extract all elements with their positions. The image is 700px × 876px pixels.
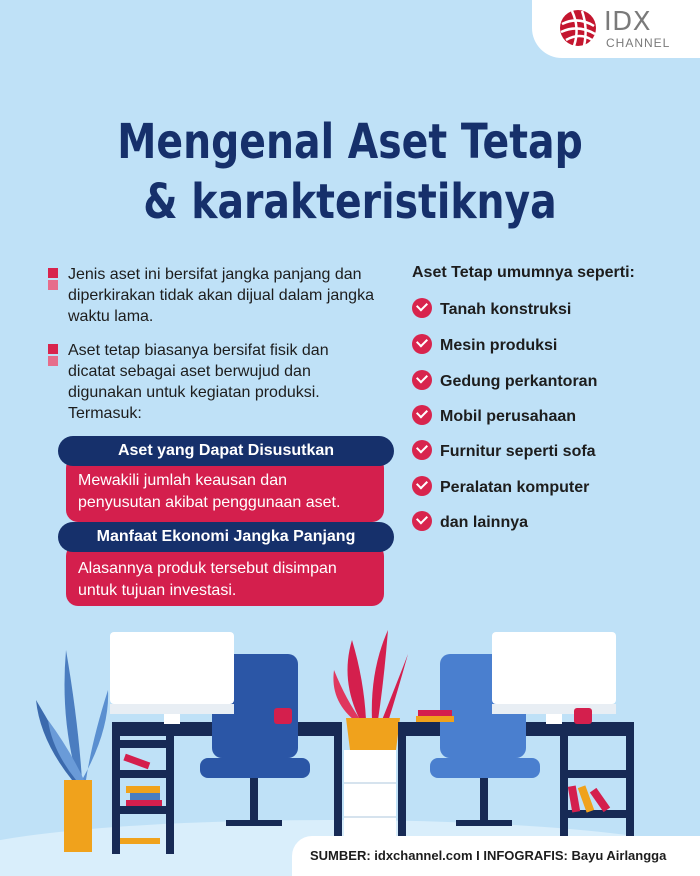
bullet-square-icon [48, 356, 58, 366]
check-circle-icon [412, 511, 432, 531]
mug-icon [274, 708, 292, 724]
check-circle-icon [412, 370, 432, 390]
bullet-square-icon [48, 268, 58, 278]
mug-icon [574, 708, 592, 724]
check-circle-icon [412, 440, 432, 460]
asset-item-label: Peralatan komputer [440, 479, 590, 496]
monitor-right-icon [492, 632, 616, 724]
page-title [63, 112, 637, 232]
bullet-square-icon [48, 280, 58, 290]
title-line-1: Mengenal Aset Tetap [117, 114, 583, 170]
asset-item [412, 405, 576, 429]
asset-item-label: Mesin produksi [440, 337, 558, 354]
logo-sub: CHANNEL [606, 36, 671, 50]
section-2-label: Manfaat Ekonomi Jangka Panjang [58, 522, 394, 552]
books-icon [418, 710, 452, 716]
asset-item [412, 334, 557, 358]
asset-item [412, 298, 571, 322]
paragraph-1 [48, 264, 378, 327]
asset-item [412, 440, 596, 464]
section-2-box [66, 544, 384, 606]
plant-left-icon [36, 650, 108, 852]
globe-icon [558, 8, 598, 48]
asset-item-label: dan lainnya [440, 514, 529, 531]
asset-item [412, 370, 597, 394]
logo-brand: IDX [604, 7, 651, 37]
idx-channel-logo [532, 0, 700, 58]
monitor-left-icon [110, 632, 234, 724]
bullet-square-icon [48, 344, 58, 354]
paragraph-2 [48, 340, 378, 424]
paragraph-1-text: Jenis aset ini bersifat jangka panjang dan diperkirakan tidak akan dijual dalam jangka waktu lama. [68, 266, 374, 325]
section-2-text: Alasannya produk tersebut disimpan untuk tujuan investasi. [78, 560, 337, 599]
section-1-text: Mewakili jumlah keausan dan penyusutan akibat penggunaan aset. [78, 472, 341, 511]
asset-item [412, 511, 528, 535]
check-circle-icon [412, 476, 432, 496]
check-circle-icon [412, 298, 432, 318]
check-circle-icon [412, 334, 432, 354]
asset-item-label: Tanah konstruksi [440, 301, 572, 318]
asset-item-label: Furnitur seperti sofa [440, 443, 596, 460]
plant-center-icon [333, 630, 408, 750]
asset-item [412, 476, 589, 500]
asset-item-label: Mobil perusahaan [440, 408, 577, 425]
section-1-label: Aset yang Dapat Disusutkan [58, 436, 394, 466]
asset-item-label: Gedung perkantoran [440, 373, 598, 390]
footer-credit: SUMBER: idxchannel.com I INFOGRAFIS: Bayu Airlangga [292, 836, 700, 876]
paragraph-2-text: Aset tetap biasanya bersifat fisik dan dicatat sebagai aset berwujud dan digunakan untuk kegiatan produksi. Termasuk: [68, 342, 329, 422]
title-line-2: & karakteristiknya [143, 174, 557, 230]
right-list-title: Aset Tetap umumnya seperti: [412, 264, 635, 281]
check-circle-icon [412, 405, 432, 425]
